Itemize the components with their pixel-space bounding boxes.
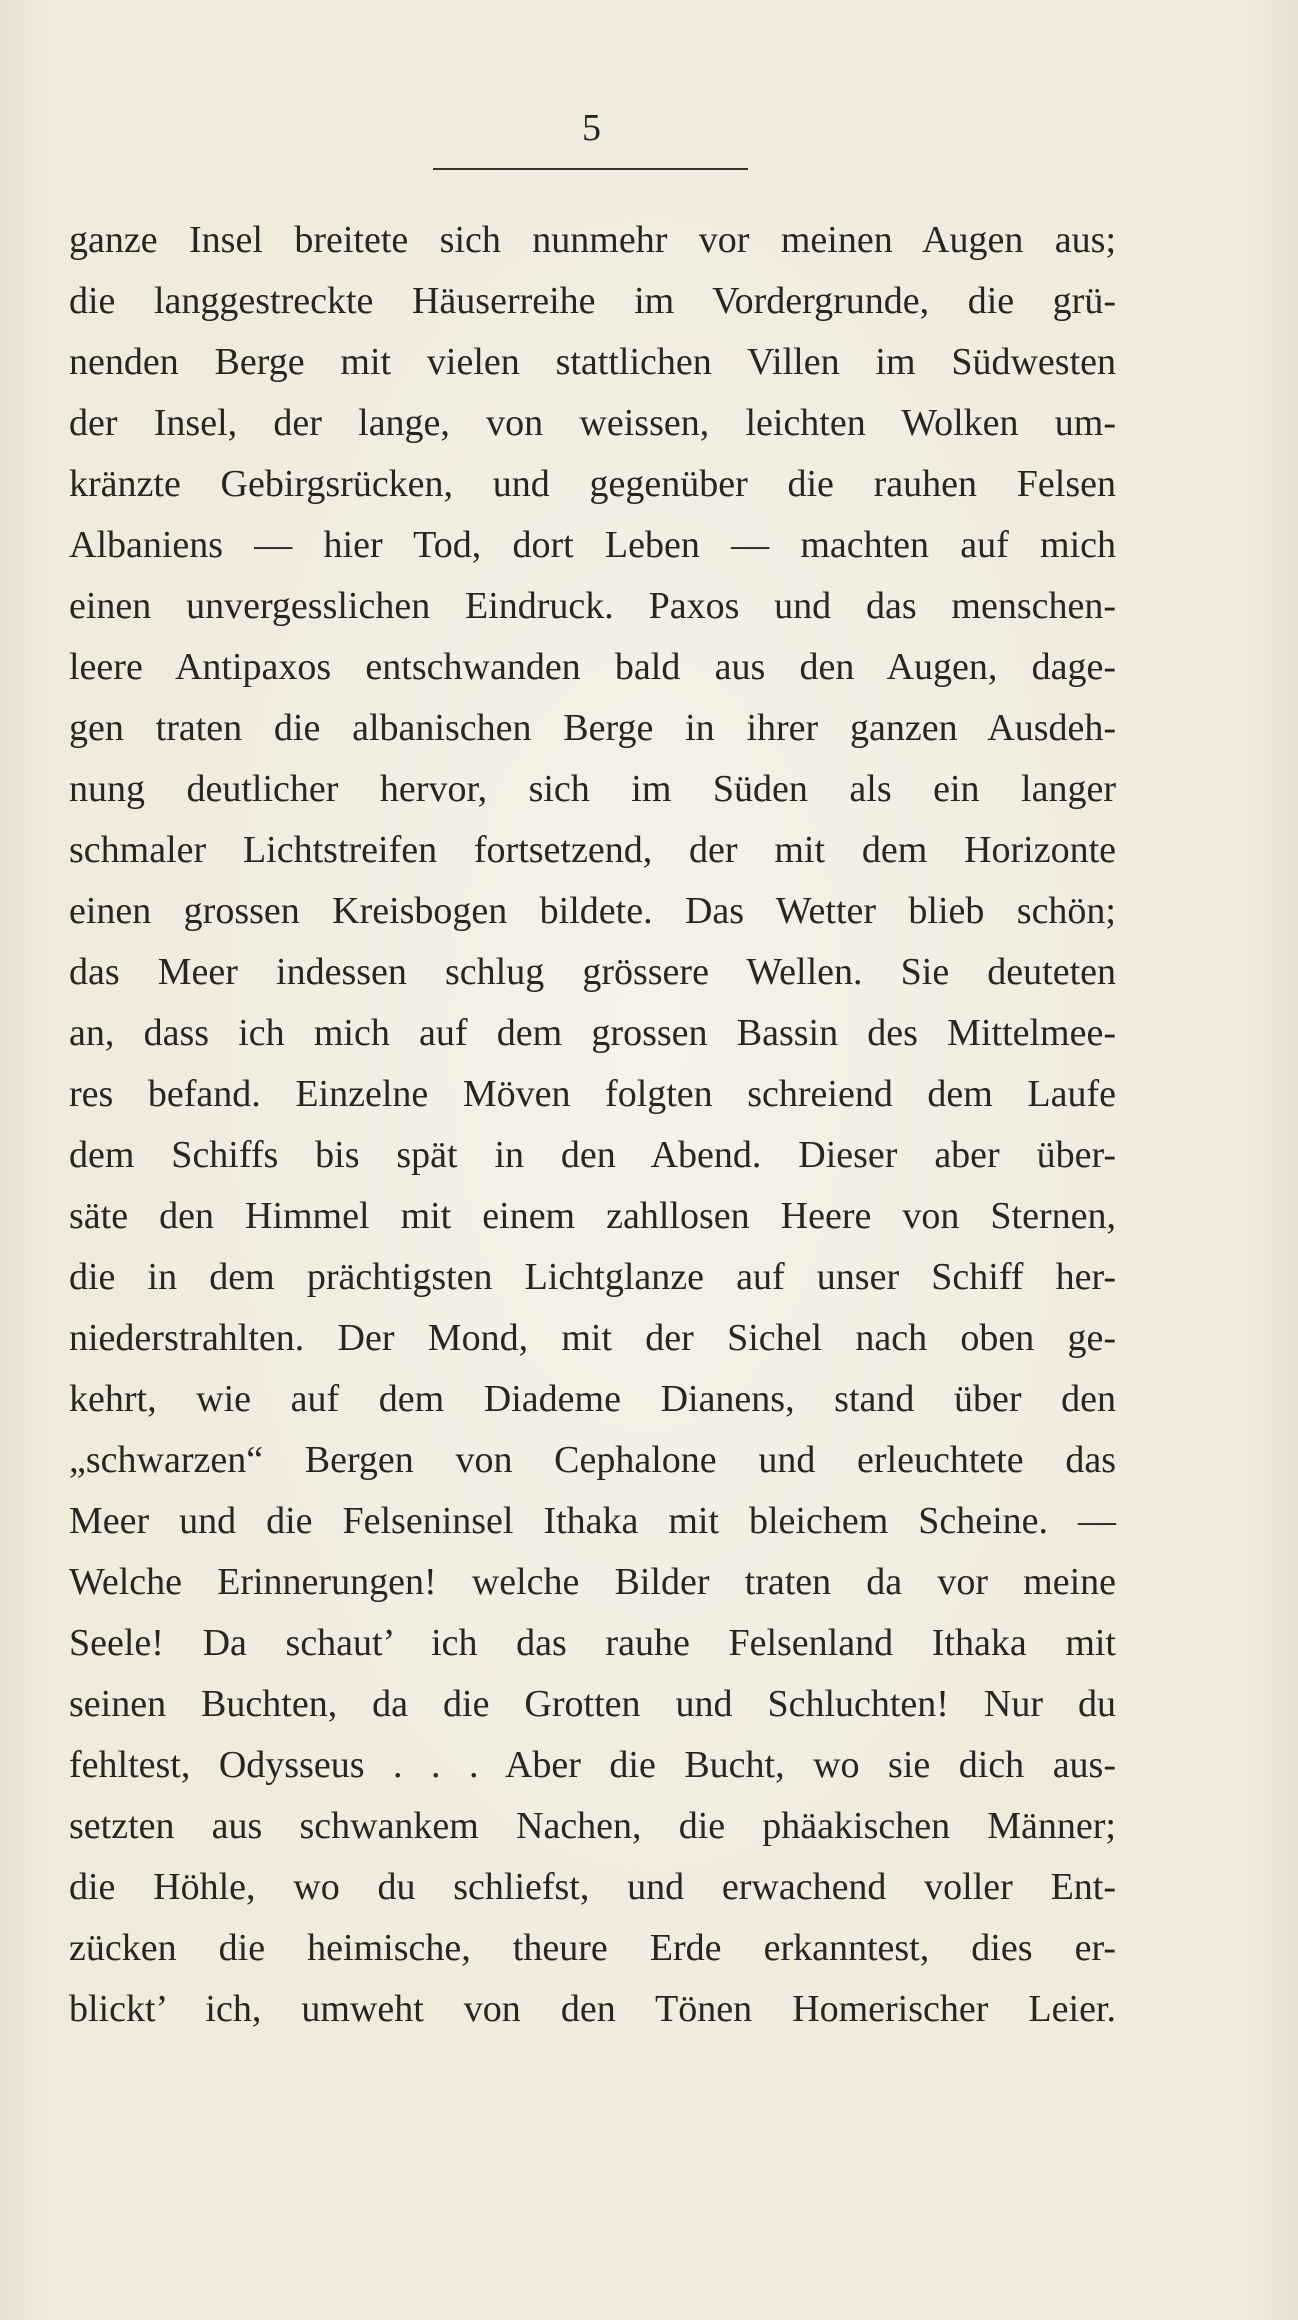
text-line: einen unvergesslichen Eindruck. Paxos und das menschen- [69,585,1116,627]
text-line: nung deutlicher hervor, sich im Süden als ein langer [69,768,1116,810]
text-line: Seele! Da schaut’ ich das rauhe Felsenland Ithaka mit [69,1622,1116,1664]
text-line: setzten aus schwankem Nachen, die phäakischen Männer; [69,1805,1116,1847]
text-line: ganze Insel breitete sich nunmehr vor meinen Augen aus; [69,219,1116,261]
text-line: schmaler Lichtstreifen fortsetzend, der mit dem Horizonte [69,829,1116,871]
text-line: einen grossen Kreisbogen bildete. Das Wetter blieb schön; [69,890,1116,932]
text-line: die langgestreckte Häuserreihe im Vordergrunde, die grü- [69,280,1116,322]
body-text [69,210,1116,2040]
text-line: das Meer indessen schlug grössere Wellen. Sie deuteten [69,951,1116,993]
text-line: leere Antipaxos entschwanden bald aus den Augen, dage- [69,646,1116,688]
text-line: nenden Berge mit vielen stattlichen Villen im Südwesten [69,341,1116,383]
header-rule [433,168,748,170]
text-line: kehrt, wie auf dem Diademe Dianens, stand über den [69,1378,1116,1420]
text-line: Albaniens — hier Tod, dort Leben — machten auf mich [69,524,1116,566]
text-line: „schwarzen“ Bergen von Cephalone und erleuchtete das [69,1439,1116,1481]
text-line: kränzte Gebirgsrücken, und gegenüber die rauhen Felsen [69,463,1116,505]
text-line: Meer und die Felseninsel Ithaka mit bleichem Scheine. — [69,1500,1116,1542]
text-line: niederstrahlten. Der Mond, mit der Sichel nach oben ge- [69,1317,1116,1359]
text-line: der Insel, der lange, von weissen, leichten Wolken um- [69,402,1116,444]
text-line: blickt’ ich, umweht von den Tönen Homerischer Leier. [69,1988,1116,2030]
page-number: 5 [582,107,602,149]
text-line: seinen Buchten, da die Grotten und Schluchten! Nur du [69,1683,1116,1725]
text-line: Welche Erinnerungen! welche Bilder traten da vor meine [69,1561,1116,1603]
text-line: zücken die heimische, theure Erde erkanntest, dies er- [69,1927,1116,1969]
text-line: fehltest, Odysseus . . . Aber die Bucht, wo sie dich aus- [69,1744,1116,1786]
text-line: res befand. Einzelne Möven folgten schreiend dem Laufe [69,1073,1116,1115]
text-line: säte den Himmel mit einem zahllosen Heere von Sternen, [69,1195,1116,1237]
text-line: dem Schiffs bis spät in den Abend. Dieser aber über- [69,1134,1116,1176]
text-line: an, dass ich mich auf dem grossen Bassin des Mittelmee- [69,1012,1116,1054]
text-line: die Höhle, wo du schliefst, und erwachend voller Ent- [69,1866,1116,1908]
text-line: gen traten die albanischen Berge in ihrer ganzen Ausdeh- [69,707,1116,749]
text-line: die in dem prächtigsten Lichtglanze auf unser Schiff her- [69,1256,1116,1298]
